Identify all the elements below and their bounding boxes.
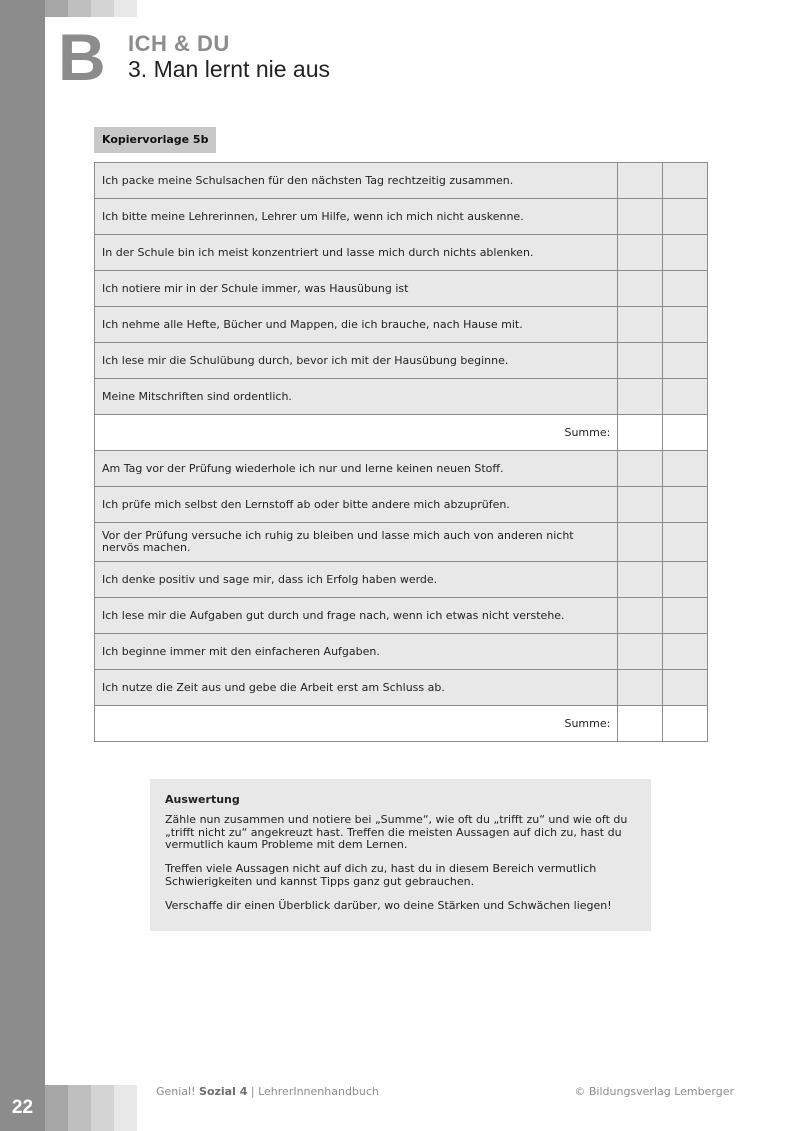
statement-text: Ich lese mir die Aufgaben gut durch und frage nach, wenn ich etwas nicht verstehe. [95, 598, 618, 634]
trifft-nicht-zu-checkbox[interactable] [663, 451, 708, 487]
trifft-nicht-zu-checkbox[interactable] [663, 343, 708, 379]
evaluation-title: Auswertung [165, 793, 240, 806]
sum-row [95, 415, 708, 451]
statement-text: In der Schule bin ich meist konzentriert und lasse mich durch nichts ablenken. [95, 235, 618, 271]
worksheet-badge: Kopiervorlage 5b [94, 127, 216, 153]
trifft-nicht-zu-checkbox[interactable] [663, 307, 708, 343]
statement-text: Ich lese mir die Schulübung durch, bevor ich mit der Hausübung beginne. [95, 343, 618, 379]
trifft-zu-checkbox[interactable] [618, 487, 663, 523]
table-row [95, 487, 708, 523]
table-row [95, 562, 708, 598]
table-row [95, 307, 708, 343]
trifft-zu-checkbox[interactable] [618, 523, 663, 562]
table-row [95, 271, 708, 307]
trifft-nicht-zu-checkbox[interactable] [663, 199, 708, 235]
self-assessment-table [94, 162, 708, 742]
statement-text: Ich nutze die Zeit aus und gebe die Arbeit erst am Schluss ab. [95, 670, 618, 706]
trifft-zu-checkbox[interactable] [618, 343, 663, 379]
evaluation-paragraph: Zähle nun zusammen und notiere bei „Summe“, wie oft du „trifft zu“ und wie oft du „trifft nicht zu“ angekreuzt hast. Treffen die meisten Aussagen auf dich zu, hast du vermutlich kaum Probleme mit dem Lernen. [165, 812, 628, 852]
trifft-zu-checkbox[interactable] [618, 670, 663, 706]
sum-trifft-nicht-zu-field[interactable] [663, 706, 708, 742]
footer-publisher: © Bildungsverlag Lemberger [574, 1085, 734, 1098]
footer-book: LehrerInnenhandbuch [258, 1085, 379, 1098]
chapter-letter: B [58, 20, 106, 94]
page-title: 3. Man lernt nie aus [128, 56, 331, 82]
trifft-nicht-zu-checkbox[interactable] [663, 670, 708, 706]
sum-trifft-zu-field[interactable] [618, 706, 663, 742]
table-row [95, 670, 708, 706]
footer-brand: Genial! [156, 1085, 196, 1098]
sum-label: Summe: [95, 415, 618, 451]
sum-row [95, 706, 708, 742]
evaluation-paragraph: Verschaffe dir einen Überblick darüber, wo deine Stärken und Schwächen liegen! [165, 898, 612, 912]
sum-trifft-nicht-zu-field[interactable] [663, 415, 708, 451]
sum-trifft-zu-field[interactable] [618, 415, 663, 451]
table-row [95, 199, 708, 235]
statement-text: Ich denke positiv und sage mir, dass ich Erfolg haben werde. [95, 562, 618, 598]
trifft-zu-checkbox[interactable] [618, 598, 663, 634]
evaluation-paragraph: Treffen viele Aussagen nicht auf dich zu, hast du in diesem Bereich vermutlich Schwierigkeiten und kannst Tipps ganz gut gebrauchen. [165, 862, 597, 888]
sum-label: Summe: [95, 706, 618, 742]
statement-text: Ich packe meine Schulsachen für den nächsten Tag rechtzeitig zusammen. [95, 163, 618, 199]
trifft-zu-checkbox[interactable] [618, 379, 663, 415]
statement-text: Ich nehme alle Hefte, Bücher und Mappen, die ich brauche, nach Hause mit. [95, 307, 618, 343]
trifft-zu-checkbox[interactable] [618, 163, 663, 199]
table-row [95, 343, 708, 379]
trifft-nicht-zu-checkbox[interactable] [663, 379, 708, 415]
trifft-zu-checkbox[interactable] [618, 562, 663, 598]
statement-text: Vor der Prüfung versuche ich ruhig zu bleiben und lasse mich auch von anderen nicht nervös machen. [95, 523, 618, 562]
trifft-nicht-zu-checkbox[interactable] [663, 487, 708, 523]
statement-text: Meine Mitschriften sind ordentlich. [95, 379, 618, 415]
trifft-zu-checkbox[interactable] [618, 307, 663, 343]
statement-text: Ich prüfe mich selbst den Lernstoff ab oder bitte andere mich abzuprüfen. [95, 487, 618, 523]
trifft-zu-checkbox[interactable] [618, 199, 663, 235]
chapter-title: ICH & DU [128, 31, 230, 56]
table-row [95, 523, 708, 562]
table-row [95, 634, 708, 670]
statement-text: Ich beginne immer mit den einfacheren Aufgaben. [95, 634, 618, 670]
evaluation-box [150, 779, 651, 931]
trifft-nicht-zu-checkbox[interactable] [663, 634, 708, 670]
trifft-zu-checkbox[interactable] [618, 451, 663, 487]
table-row [95, 598, 708, 634]
trifft-zu-checkbox[interactable] [618, 235, 663, 271]
trifft-nicht-zu-checkbox[interactable] [663, 163, 708, 199]
trifft-nicht-zu-checkbox[interactable] [663, 562, 708, 598]
page-sidebar-bar [0, 0, 45, 1131]
footer-series: Sozial 4 [199, 1085, 248, 1098]
top-color-strip [45, 0, 137, 17]
statement-text: Ich bitte meine Lehrerinnen, Lehrer um Hilfe, wenn ich mich nicht auskenne. [95, 199, 618, 235]
table-row [95, 163, 708, 199]
trifft-nicht-zu-checkbox[interactable] [663, 271, 708, 307]
trifft-zu-checkbox[interactable] [618, 271, 663, 307]
statement-text: Am Tag vor der Prüfung wiederhole ich nur und lerne keinen neuen Stoff. [95, 451, 618, 487]
footer-book-info [156, 1085, 379, 1098]
trifft-nicht-zu-checkbox[interactable] [663, 523, 708, 562]
trifft-nicht-zu-checkbox[interactable] [663, 235, 708, 271]
trifft-nicht-zu-checkbox[interactable] [663, 598, 708, 634]
table-row [95, 451, 708, 487]
table-row [95, 235, 708, 271]
page-number: 22 [11, 1097, 34, 1118]
footer-separator: | [250, 1085, 255, 1098]
trifft-zu-checkbox[interactable] [618, 634, 663, 670]
statement-text: Ich notiere mir in der Schule immer, was Hausübung ist [95, 271, 618, 307]
table-row [95, 379, 708, 415]
bottom-color-strip [45, 1085, 137, 1131]
